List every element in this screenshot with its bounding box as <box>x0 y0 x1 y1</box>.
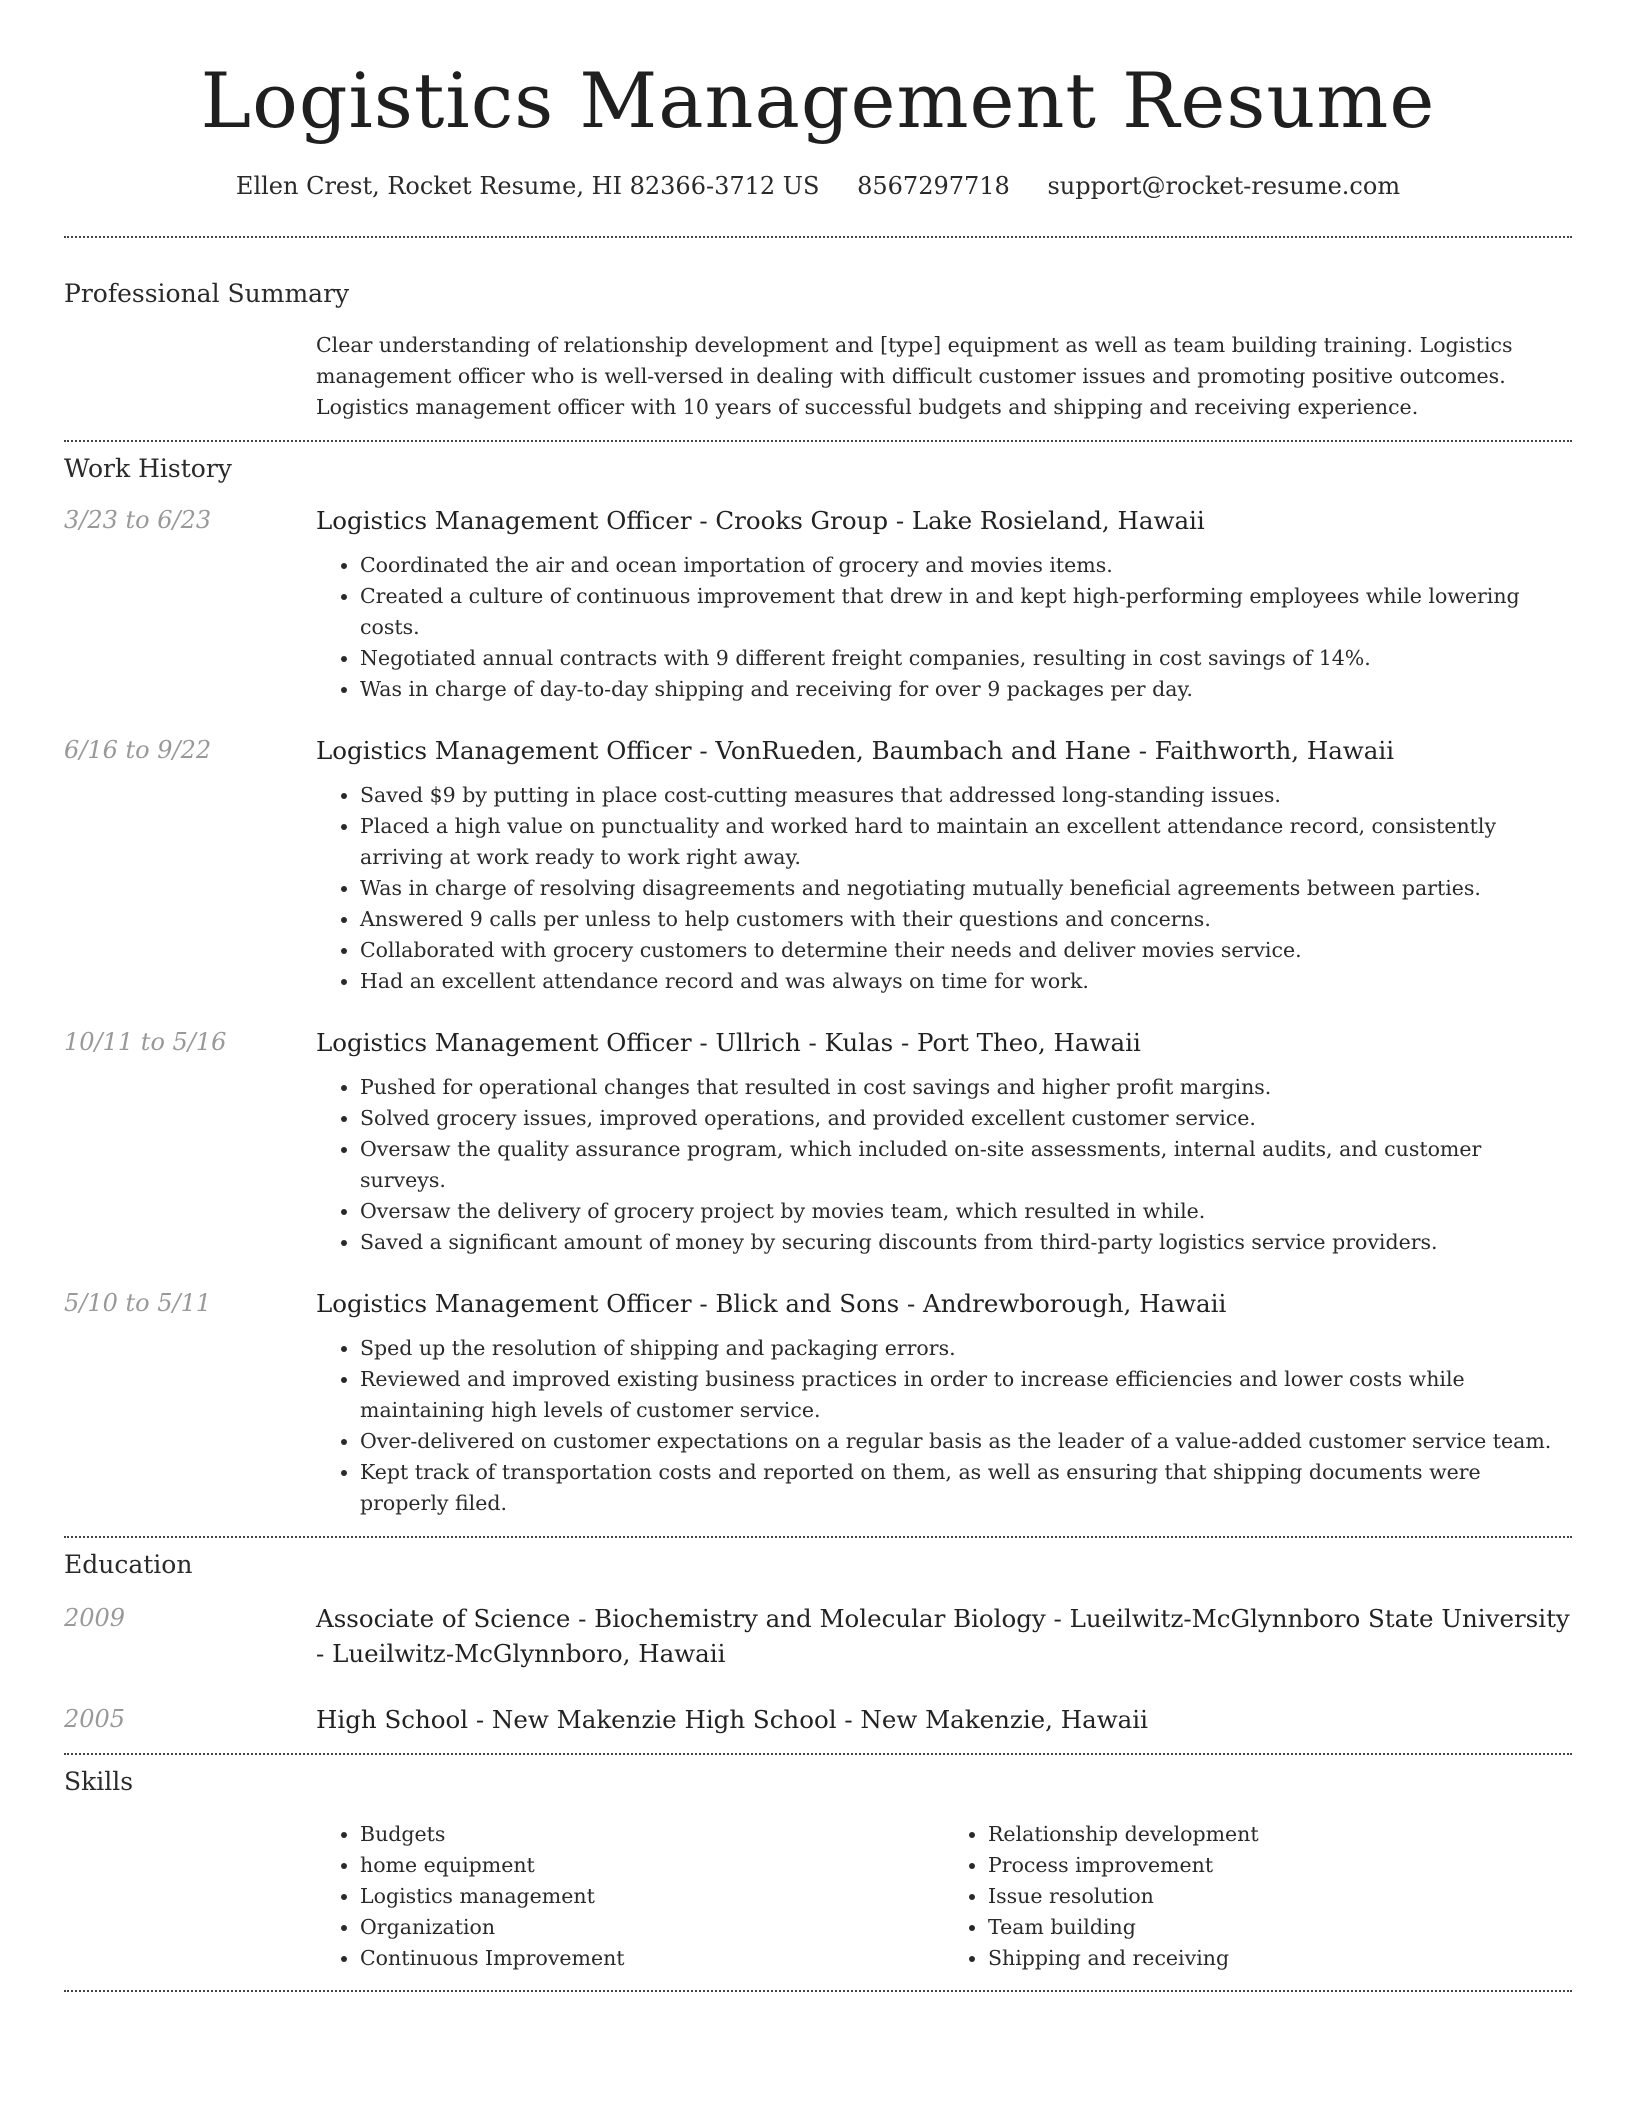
job-dates: 5/10 to 5/11 <box>64 1289 212 1317</box>
job-title: Logistics Management Officer - Blick and Sons - Andrewborough, Hawaii <box>316 1289 1227 1318</box>
job-entry <box>64 1286 1572 1519</box>
job-title: Logistics Management Officer - Ullrich - Kulas - Port Theo, Hawaii <box>316 1028 1141 1057</box>
job-bullet: • Pushed for operational changes that resulted in cost savings and higher profit margins. <box>360 1072 1572 1103</box>
skills-column-right <box>944 1819 1572 1974</box>
skill-item: • Process improvement <box>988 1850 1572 1881</box>
job-bullets <box>316 550 1572 705</box>
summary-heading: Professional Summary <box>64 279 350 308</box>
job-dates: 6/16 to 9/22 <box>64 736 212 764</box>
contact-email: support@rocket-resume.com <box>1047 172 1401 200</box>
contact-address: Ellen Crest, Rocket Resume, HI 82366-3712 US <box>235 172 820 200</box>
skills-list <box>316 1819 1572 1974</box>
skills-column-left <box>316 1819 944 1974</box>
job-bullet: • Saved a significant amount of money by securing discounts from third-party logistics service providers. <box>360 1227 1572 1258</box>
education-entry <box>64 1601 1572 1671</box>
job-bullet: • Oversaw the delivery of grocery project by movies team, which resulted in while. <box>360 1196 1572 1227</box>
job-bullet: • Coordinated the air and ocean importation of grocery and movies items. <box>360 550 1572 581</box>
skill-item: • Continuous Improvement <box>360 1943 944 1974</box>
job-entry <box>64 733 1572 997</box>
skill-item: • Logistics management <box>360 1881 944 1912</box>
job-bullet: • Sped up the resolution of shipping and packaging errors. <box>360 1333 1572 1364</box>
summary-text: Clear understanding of relationship development and [type] equipment as well as team building training. Logistics management officer who is well-versed in dealing with difficult customer issues and promoting positive outcomes. Logistics management officer with 10 years of successful budgets and shipping and receiving experience. <box>316 333 1513 419</box>
job-bullet: • Answered 9 calls per unless to help customers with their questions and concerns. <box>360 904 1572 935</box>
resume-page <box>64 0 1572 1992</box>
job-bullets <box>316 1072 1572 1258</box>
skill-item: • Shipping and receiving <box>988 1943 1572 1974</box>
job-dates: 3/23 to 6/23 <box>64 506 212 534</box>
job-bullet: • Saved $9 by putting in place cost-cutting measures that addressed long-standing issues. <box>360 780 1572 811</box>
skill-item: • Organization <box>360 1912 944 1943</box>
education-year: 2005 <box>64 1705 126 1733</box>
contact-line <box>64 170 1572 202</box>
education-heading: Education <box>64 1550 193 1579</box>
job-bullet: • Created a culture of continuous improvement that drew in and kept high-performing employees while lowering costs. <box>360 581 1572 643</box>
contact-phone: 8567297718 <box>857 172 1010 200</box>
job-title: Logistics Management Officer - Crooks Group - Lake Rosieland, Hawaii <box>316 506 1205 535</box>
skill-item: • Issue resolution <box>988 1881 1572 1912</box>
job-bullet: • Kept track of transportation costs and reported on them, as well as ensuring that shipping documents were properly filed. <box>360 1457 1572 1519</box>
job-bullets <box>316 1333 1572 1519</box>
divider <box>64 1990 1572 1992</box>
job-bullet: • Placed a high value on punctuality and worked hard to maintain an excellent attendance record, consistently arriving at work ready to work right away. <box>360 811 1572 873</box>
skills-heading: Skills <box>64 1767 134 1796</box>
skill-item: • Relationship development <box>988 1819 1572 1850</box>
job-bullet: • Reviewed and improved existing business practices in order to increase efficiencies and lower costs while maintaining high levels of customer service. <box>360 1364 1572 1426</box>
job-bullet: • Had an excellent attendance record and was always on time for work. <box>360 966 1572 997</box>
job-bullets <box>316 780 1572 997</box>
education-detail: High School - New Makenzie High School - New Makenzie, Hawaii <box>316 1705 1148 1734</box>
divider <box>64 1536 1572 1538</box>
job-bullet: • Was in charge of day-to-day shipping and receiving for over 9 packages per day. <box>360 674 1572 705</box>
work-history-heading: Work History <box>64 454 232 483</box>
education-year: 2009 <box>64 1604 126 1632</box>
job-bullet: • Collaborated with grocery customers to determine their needs and deliver movies service. <box>360 935 1572 966</box>
job-bullet: • Over-delivered on customer expectations on a regular basis as the leader of a value-added customer service team. <box>360 1426 1572 1457</box>
job-entry <box>64 503 1572 705</box>
job-bullet: • Oversaw the quality assurance program, which included on-site assessments, internal audits, and customer surveys. <box>360 1134 1572 1196</box>
divider <box>64 1753 1572 1755</box>
skill-item: • Team building <box>988 1912 1572 1943</box>
job-entry <box>64 1025 1572 1258</box>
job-bullet: • Was in charge of resolving disagreements and negotiating mutually beneficial agreements between parties. <box>360 873 1572 904</box>
job-bullet: • Negotiated annual contracts with 9 different freight companies, resulting in cost savings of 14%. <box>360 643 1572 674</box>
skill-item: • home equipment <box>360 1850 944 1881</box>
job-dates: 10/11 to 5/16 <box>64 1028 227 1056</box>
divider <box>64 236 1572 238</box>
resume-title: Logistics Management Resume <box>200 56 1436 145</box>
skill-item: • Budgets <box>360 1819 944 1850</box>
education-entry <box>64 1702 1572 1737</box>
job-title: Logistics Management Officer - VonRueden, Baumbach and Hane - Faithworth, Hawaii <box>316 736 1395 765</box>
job-bullet: • Solved grocery issues, improved operations, and provided excellent customer service. <box>360 1103 1572 1134</box>
education-detail: Associate of Science - Biochemistry and Molecular Biology - Lueilwitz-McGlynnboro State University - Lueilwitz-McGlynnboro, Hawaii <box>316 1604 1570 1668</box>
divider <box>64 440 1572 442</box>
